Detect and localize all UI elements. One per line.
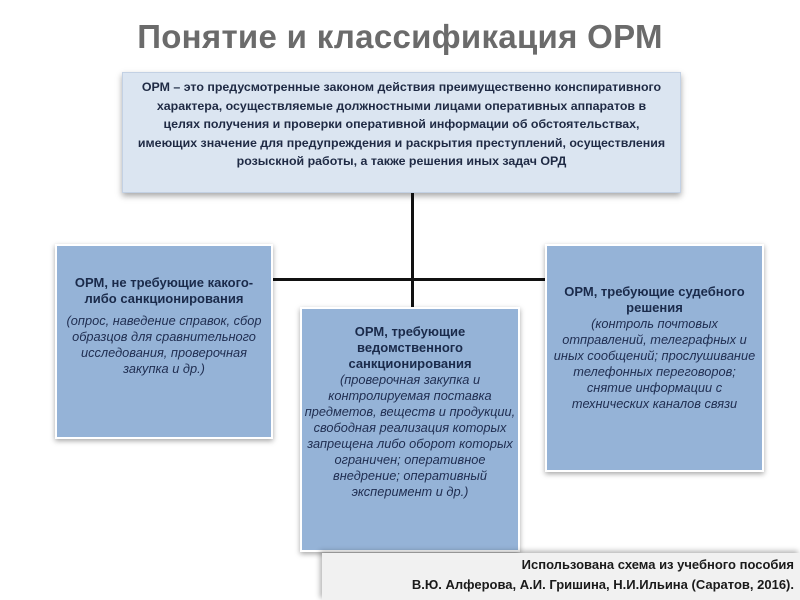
connector-vertical <box>411 193 414 307</box>
page-title: Понятие и классификация ОРМ <box>137 18 663 55</box>
category-heading: ОРМ, не требующие какого-либо санкционирования <box>74 275 254 306</box>
source-note <box>322 553 800 600</box>
connector-horizontal <box>273 278 545 281</box>
category-body: (контроль почтовых отправлений, телеграфных и иных сообщений; прослушивание телефонных переговоров; снятие информации с технических каналов связи <box>553 316 756 411</box>
category-body: (проверочная закупка и контролируемая поставка предметов, веществ и продукции, свободная реализация которых запрещена либо оборот которых ограничен; оперативное внедрение; оперативный эксперимент и др.) <box>304 372 516 499</box>
category-heading: ОРМ, требующие судебного решения <box>564 284 745 315</box>
source-line-1: Использована схема из учебного пособия <box>521 557 794 572</box>
definition-text: ОРМ – это предусмотренные законом действия преимущественно конспиративного характера, осуществляемые должностными лицами оперативных аппаратов в целях получения и проверки оперативной информации об обстоятельствах, имеющих значение для предупреждения и раскрытия преступлений, осуществления розыскной работы, а также решения иных задач ОРД <box>137 80 666 169</box>
definition-box <box>122 72 681 193</box>
category-court-decision-box <box>545 244 764 472</box>
source-line-2: В.Ю. Алферова, А.И. Гришина, Н.И.Ильина (Саратов, 2016). <box>411 577 794 592</box>
category-heading: ОРМ, требующие ведомственного санкционирования <box>348 324 472 371</box>
category-body: (опрос, наведение справок, сбор образцов для сравнительного исследования, проверочная закупка и др.) <box>66 313 262 376</box>
category-no-sanction-box <box>55 244 273 439</box>
category-departmental-sanction-box <box>300 307 520 552</box>
